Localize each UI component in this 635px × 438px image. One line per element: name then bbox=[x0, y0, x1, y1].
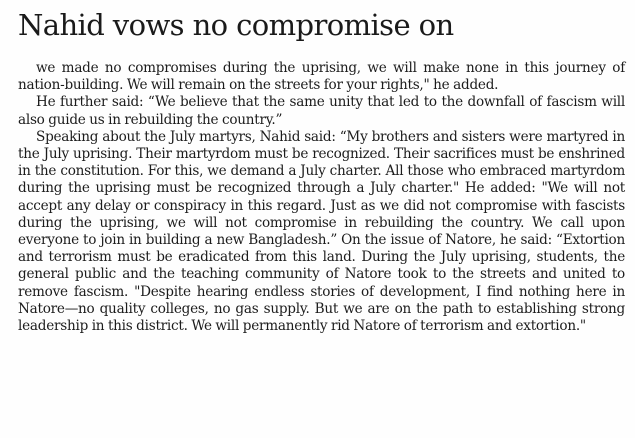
paragraph-july-martyrs: Speaking about the July martyrs, Nahid said: “My brothers and sisters were martyred in the July uprising. Their martyrdom must be recognized. Their sacrifices must be enshrined in the constitution. For this, we demand a July charter. All those who embraced martyrdom during the uprising must be recognized through a July charter." He added: "We will not accept any delay or conspiracy in this regard. Just as we did not compromise with fascists during the uprising, we will not compromise in rebuilding the country. We call upon everyone to join in building a new Bangladesh.” On the issue of Natore, he said: “Extortion and terrorism must be eradicated from this land. During the July uprising, students, the general public and the teaching community of Natore took to the streets and united to remove fascism. "Despite hearing endless stories of development, I find nothing here in Natore—no quality colleges, no gas supply. But we are on the path to establishing strong leadership in this district. We will permanently rid Natore of terrorism and extortion." bbox=[18, 128, 625, 335]
article-body bbox=[18, 60, 625, 335]
headline: Nahid vows no compromise on bbox=[18, 8, 454, 42]
paragraph-unity-quote: He further said: “We believe that the same unity that led to the downfall of fascism will also guide us in rebuilding the country.” bbox=[18, 94, 625, 128]
paragraph-continuation: we made no compromises during the uprising, we will make none in this journey of nation-building. We will remain on the streets for your rights," he added. bbox=[18, 60, 625, 94]
